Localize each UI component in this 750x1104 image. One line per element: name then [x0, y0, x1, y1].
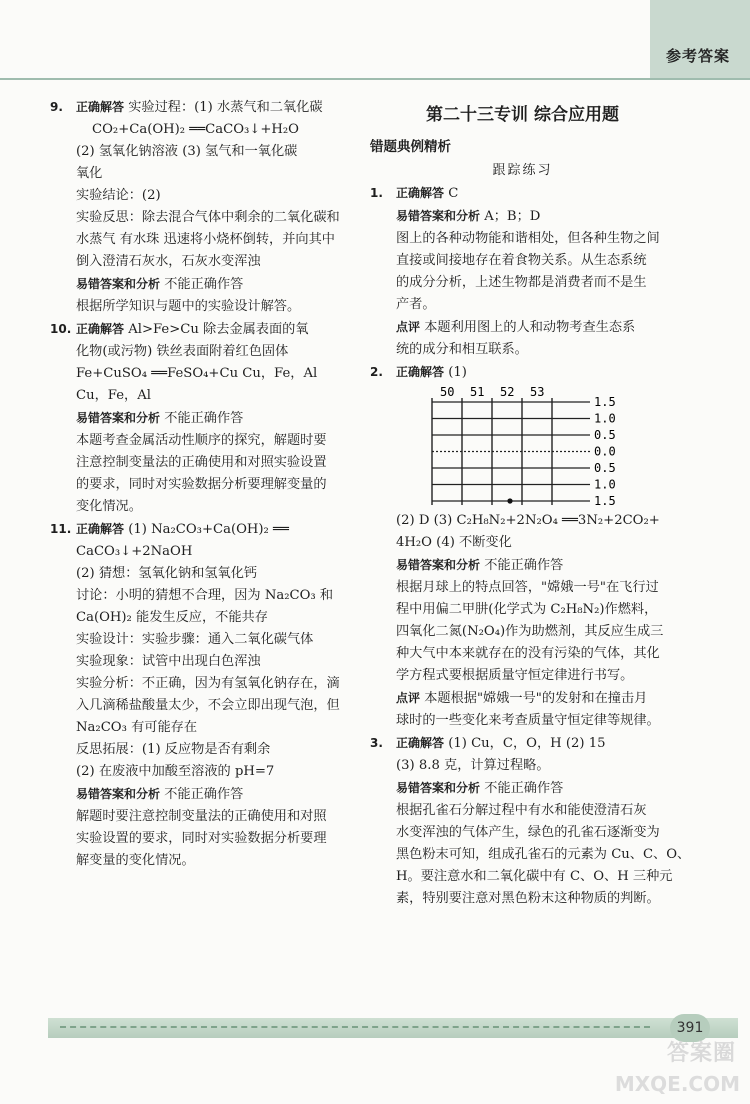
line-text: 素，特别要注意对黑色粉末这种物质的判断。	[396, 891, 660, 906]
line-text: 球时的一些变化来考查质量守恒定律等规律。	[396, 713, 660, 728]
text-line	[370, 777, 675, 800]
text-line	[370, 755, 675, 777]
text-line	[50, 341, 355, 363]
line-text: (2) 氢氧化钠溶液 (3) 氢气和一氧化碳	[76, 144, 298, 159]
line-text: CO₂+Ca(OH)₂ ══CaCO₃↓+H₂O	[92, 122, 299, 137]
text-line	[50, 96, 355, 119]
grid-top-label: 53	[530, 385, 545, 399]
line-text: 讨论：小明的猜想不合理，因为 Na₂CO₃ 和	[76, 588, 334, 603]
line-text: (1) Na₂CO₃+Ca(OH)₂ ══	[124, 522, 289, 537]
text-line	[50, 385, 355, 407]
line-text: 程中用偏二甲肼(化学式为 C₂H₈N₂)作燃料，	[396, 602, 658, 617]
text-line	[50, 518, 355, 541]
text-line	[370, 599, 675, 621]
line-text: 四氧化二氮(N₂O₄)作为助燃剂，其反应生成三	[396, 624, 664, 639]
text-line	[50, 806, 355, 828]
line-text: Cu，Fe，Al	[76, 388, 151, 403]
text-line	[50, 474, 355, 496]
subsection-title: 错题典例精析	[370, 139, 451, 155]
text-line	[370, 822, 675, 844]
line-text: 反思拓展：(1) 反应物是否有剩余	[76, 742, 271, 757]
text-line	[50, 629, 355, 651]
line-text: 水蒸气 有水珠 迅速将小烧杯倒转，并向其中	[76, 232, 335, 247]
line-text: 不能正确作答	[160, 277, 244, 292]
practice-heading: 跟踪练习	[492, 163, 553, 178]
text-line	[50, 207, 355, 229]
grid-top-label: 52	[500, 385, 515, 399]
question-number: 2.	[370, 365, 383, 379]
line-text: 根据孔雀石分解过程中有水和能使澄清石灰	[396, 803, 647, 818]
line-text: 化物(或污物) 铁丝表面附着红色固体	[76, 344, 289, 359]
text-line	[50, 251, 355, 273]
line-text: 不能正确作答	[160, 411, 244, 426]
text-line	[370, 250, 675, 272]
text-line	[50, 585, 355, 607]
line-text: 本题根据"嫦娥一号"的发射和在撞击月	[420, 691, 648, 706]
line-text: 变化情况。	[76, 499, 142, 514]
text-line	[50, 119, 355, 141]
line-text: (3) 8.8 克，计算过程略。	[396, 758, 550, 773]
grid-right-label: 1.0	[594, 477, 616, 492]
line-text: 产者。	[396, 297, 436, 312]
grid-right-label: 0.0	[594, 444, 616, 459]
text-line	[50, 651, 355, 673]
line-text: 不能正确作答	[160, 787, 244, 802]
grid-right-label: 1.0	[594, 411, 616, 426]
text-line	[370, 532, 675, 554]
text-line	[370, 866, 675, 888]
text-line	[370, 272, 675, 294]
line-text: 的成分分析，上述生物都是消费者而不是生	[396, 275, 647, 290]
text-line	[50, 673, 355, 695]
answer-keyword: 易错答案和分析	[76, 411, 161, 425]
text-line	[370, 294, 675, 316]
line-text: (2) D (3) C₂H₈N₂+2N₂O₄ ══3N₂+2CO₂+	[396, 513, 660, 528]
line-text: 入几滴稀盐酸量太少，不会立即出现气泡，但	[76, 698, 340, 713]
line-text: H。要注意水和二氧化碳中有 C、O、H 三种元	[396, 869, 673, 884]
line-text: 4H₂O (4) 不断变化	[396, 535, 512, 550]
line-text: 本题利用图上的人和动物考查生态系	[420, 320, 636, 335]
text-line	[50, 141, 355, 163]
line-text: Al>Fe>Cu 除去金属表面的氧	[124, 322, 309, 337]
text-line	[50, 318, 355, 341]
text-line	[370, 844, 691, 866]
text-line	[50, 296, 355, 318]
question-number: 10.	[50, 322, 72, 336]
text-line	[50, 695, 355, 717]
line-text: 不能正确作答	[480, 558, 564, 573]
right-column	[370, 96, 691, 910]
line-text: 实验反思：除去混合气体中剩余的二氧化碳和	[76, 210, 340, 225]
answer-keyword: 正确解答	[76, 522, 125, 536]
text-line	[370, 800, 675, 822]
question-number: 1.	[370, 186, 383, 200]
answer-keyword: 正确解答	[396, 365, 445, 379]
line-text: 水变浑浊的气体产生，绿色的孔雀石逐渐变为	[396, 825, 660, 840]
header-rule	[0, 78, 750, 80]
watermark-logo: 答案圈	[666, 1041, 736, 1066]
line-text: Fe+CuSO₄ ══FeSO₄+Cu Cu，Fe，Al	[76, 366, 318, 381]
answers-part-a	[370, 182, 675, 384]
text-line	[370, 710, 675, 732]
header-tab	[650, 0, 750, 80]
answer-keyword: 易错答案和分析	[396, 781, 481, 795]
text-line	[50, 407, 355, 430]
line-text: (2) 在废液中加酸至溶液的 pH=7	[76, 764, 275, 779]
text-line	[370, 665, 675, 687]
line-text: 根据月球上的特点回答，"嫦娥一号"在飞行过	[396, 580, 659, 595]
grid-top-label: 51	[470, 385, 485, 399]
grid-dot	[507, 498, 512, 503]
page-number: 391	[670, 1014, 710, 1042]
line-text: (2) 猜想：氢氧化钠和氢氧化钙	[76, 566, 258, 581]
text-line	[50, 363, 355, 385]
text-line	[370, 643, 675, 665]
question-number: 9.	[50, 100, 63, 114]
text-line	[50, 430, 355, 452]
text-line	[370, 339, 675, 361]
answer-keyword: 正确解答	[396, 186, 445, 200]
text-line	[50, 541, 355, 563]
text-line	[370, 577, 675, 599]
answer-keyword: 点评	[396, 691, 421, 705]
line-text: 注意控制变量法的正确使用和对照实验设置	[76, 455, 327, 470]
answer-keyword: 易错答案和分析	[396, 558, 481, 572]
line-text: 实验设置的要求，同时对实验数据分析要理	[76, 831, 327, 846]
line-text: 种大气中本来就存在的没有污染的气体，其化	[396, 646, 660, 661]
text-line	[370, 182, 675, 205]
grid-right-label: 1.5	[594, 494, 616, 508]
line-text: 不能正确作答	[480, 781, 564, 796]
grid-top-label: 50	[440, 385, 455, 399]
line-text: 实验设计：实验步骤：通入二氧化碳气体	[76, 632, 314, 647]
answer-keyword: 易错答案和分析	[396, 209, 481, 223]
line-text: Na₂CO₃ 有可能存在	[76, 720, 198, 735]
question-number: 11.	[50, 522, 72, 536]
footer-band	[48, 1018, 738, 1038]
line-text: A；B；D	[480, 209, 541, 224]
text-line	[370, 888, 675, 910]
line-text: 实验结论：(2)	[76, 188, 161, 203]
answer-keyword: 易错答案和分析	[76, 787, 161, 801]
text-line	[370, 510, 675, 532]
text-line	[370, 621, 675, 643]
watermark-url: MXQE.COM	[614, 1072, 740, 1096]
answer-keyword: 正确解答	[396, 736, 445, 750]
line-text: 图上的各种动物能和谐相处，但各种生物之间	[396, 231, 660, 246]
text-line	[370, 361, 675, 384]
text-line	[50, 828, 355, 850]
line-text: Ca(OH)₂ 能发生反应，不能共存	[76, 610, 268, 625]
line-text: 实验现象：试管中出现白色浑浊	[76, 654, 261, 669]
grid-right-label: 0.5	[594, 428, 616, 442]
text-line	[50, 850, 355, 872]
text-line	[50, 607, 355, 629]
text-line	[370, 228, 675, 250]
line-text: 本题考查金属活动性顺序的探究，解题时要	[76, 433, 327, 448]
text-line	[50, 452, 355, 474]
text-line	[50, 163, 355, 185]
answer-keyword: 正确解答	[76, 322, 125, 336]
grid-right-label: 0.5	[594, 461, 616, 475]
answers-part-b	[370, 510, 691, 910]
line-text: 解题时要注意控制变量法的正确使用和对照	[76, 809, 327, 824]
line-text: 实验过程：(1) 水蒸气和二氧化碳	[124, 100, 323, 115]
line-text: 倒入澄清石灰水，石灰水变浑浊	[76, 254, 261, 269]
text-line	[50, 717, 355, 739]
text-line	[50, 229, 355, 251]
text-line	[50, 739, 355, 761]
text-line	[50, 185, 355, 207]
line-text: 学方程式要根据质量守恒定律进行书写。	[396, 668, 634, 683]
footer-dashes	[60, 1026, 650, 1028]
answer-keyword: 点评	[396, 320, 421, 334]
line-text: 实验分析：不正确，因为有氢氧化钠存在，滴	[76, 676, 340, 691]
answer-keyword: 正确解答	[76, 100, 125, 114]
line-text: 根据所学知识与题中的实验设计解答。	[76, 299, 301, 314]
text-line	[50, 761, 355, 783]
grid-figure	[430, 384, 616, 510]
header-label: 参考答案	[665, 47, 730, 65]
line-text: 统的成分和相互联系。	[396, 342, 528, 357]
line-text: CaCO₃↓+2NaOH	[76, 544, 193, 559]
text-line	[370, 316, 675, 339]
line-text: C	[444, 186, 459, 201]
question-number: 3.	[370, 736, 383, 750]
text-line	[370, 554, 675, 577]
line-text: 黑色粉末可知，组成孔雀石的元素为 Cu、C、O、	[396, 847, 691, 862]
line-text: 的要求，同时对实验数据分析要理解变量的	[76, 477, 327, 492]
grid-right-label: 1.5	[594, 395, 616, 409]
line-text: 氧化	[76, 166, 103, 181]
section-title: 第二十三专训 综合应用题	[426, 105, 619, 125]
text-line	[370, 732, 675, 755]
text-line	[370, 687, 675, 710]
text-line	[50, 273, 355, 296]
text-line	[370, 205, 675, 228]
line-text: (1)	[444, 365, 467, 380]
line-text: 解变量的变化情况。	[76, 853, 195, 868]
text-line	[50, 496, 355, 518]
line-text: 直接或间接地存在着食物关系。从生态系统	[396, 253, 647, 268]
number-grid	[430, 384, 675, 510]
text-line	[50, 563, 355, 585]
left-column	[50, 96, 355, 872]
answer-keyword: 易错答案和分析	[76, 277, 161, 291]
line-text: (1) Cu，C，O，H (2) 15	[444, 736, 606, 751]
text-line	[50, 783, 355, 806]
